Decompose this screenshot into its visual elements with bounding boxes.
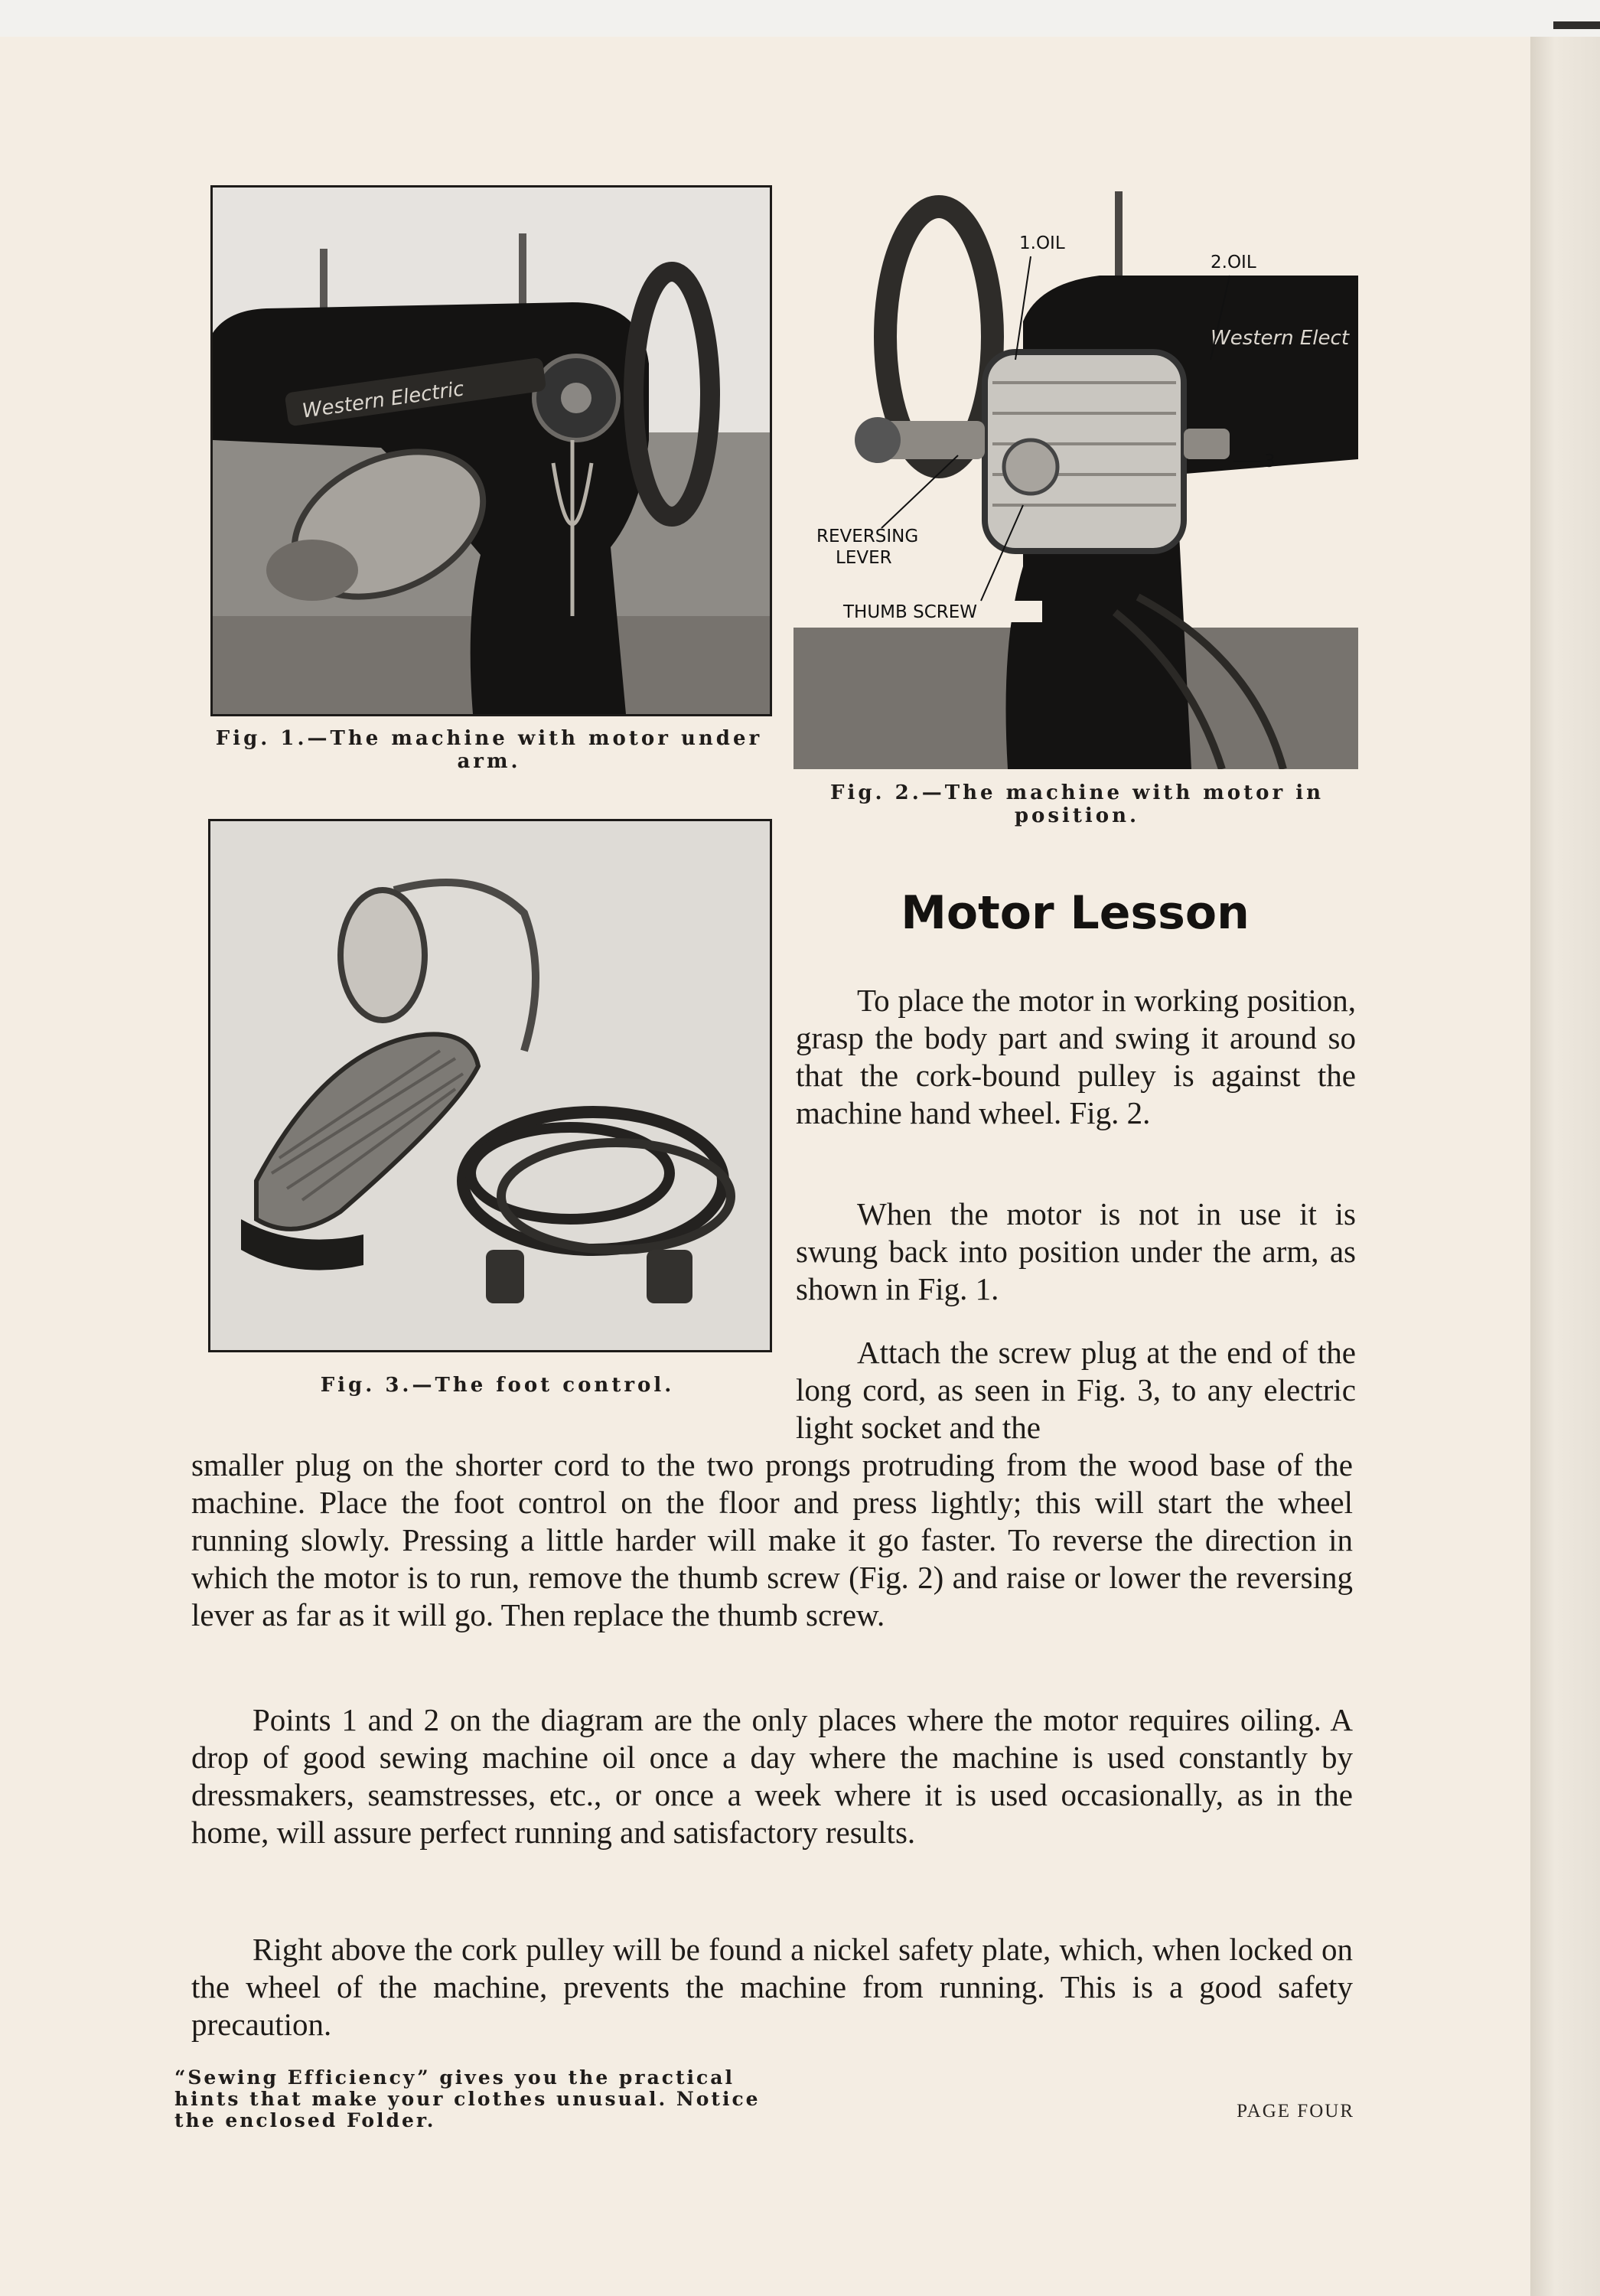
label-lever: LEVER [836, 548, 892, 568]
figure-3-photo [208, 819, 772, 1352]
foot-control-photo [210, 821, 770, 1350]
paragraph-3-wide: smaller plug on the shorter cord to the two prongs protruding from the wood base of the machine. Place the foot control on the floor and press lightly; this will start the wheel running slowly. Pressing a little harder will make it go faster. To reverse the direction in which the motor is to run, remove the thumb screw (Fig. 2) and raise or lower the reversing lever as far as it will go. Then replace the thumb screw. [191, 1447, 1353, 1632]
label-thumb-screw: THUMB SCREW [843, 602, 978, 622]
figure-1-photo [210, 185, 772, 716]
sewing-machine-motor-in-position-photo [793, 184, 1358, 769]
paragraph-5: Right above the cork pulley will be found a nickel safety plate, which, when locked on the wheel of the machine, prevents the machine from running. This is a good safety precaution. [191, 1932, 1353, 2042]
figure-1-caption: Fig. 1.—The machine with motor under arm. [215, 727, 763, 773]
paragraph-2: When the motor is not in use it is swung back into position under the arm, as shown in Fig. 1. [796, 1196, 1356, 1306]
figure-2-photo [793, 184, 1358, 769]
spine-edge [1553, 21, 1600, 29]
page-spine [1530, 37, 1600, 2296]
paragraph-1: To place the motor in working position, grasp the body part and swing it around so that the cork-bound pulley is against the machine hand wheel. Fig. 2. [796, 983, 1356, 1130]
fig1-brand-text: Western Electric [301, 377, 466, 423]
paragraph-3-narrow: Attach the screw plug at the end of the long cord, as seen in Fig. 3, to any electric light socket and the [796, 1335, 1356, 1445]
section-heading: Motor Lesson [901, 886, 1250, 940]
page-number: PAGE FOUR [1237, 2101, 1354, 2122]
top-edge [0, 0, 1600, 39]
sewing-machine-motor-under-arm-photo [213, 188, 770, 714]
footnote: “Sewing Efficiency” gives you the practical hints that make your clothes unusual. Notice the enclosed Folder. [174, 2066, 761, 2131]
label-oil-2: 2.OIL [1211, 253, 1256, 272]
label-reversing: REVERSING [816, 527, 919, 546]
figure-3-caption: Fig. 3.—The foot control. [320, 1374, 675, 1397]
label-3: 3 [1264, 452, 1276, 471]
label-oil-1: 1.OIL [1019, 233, 1065, 253]
fig2-brand-text: Western Elect [1211, 327, 1350, 350]
figure-2-caption: Fig. 2.—The machine with motor in position. [829, 781, 1325, 827]
paragraph-4: Points 1 and 2 on the diagram are the only places where the motor requires oiling. A drop of good sewing machine oil once a day where the machine is used constantly by dressmakers, seamstresses, etc., or once a week where it is used occasionally, as in the home, will assure perfect running and satisfactory results. [191, 1702, 1353, 1850]
